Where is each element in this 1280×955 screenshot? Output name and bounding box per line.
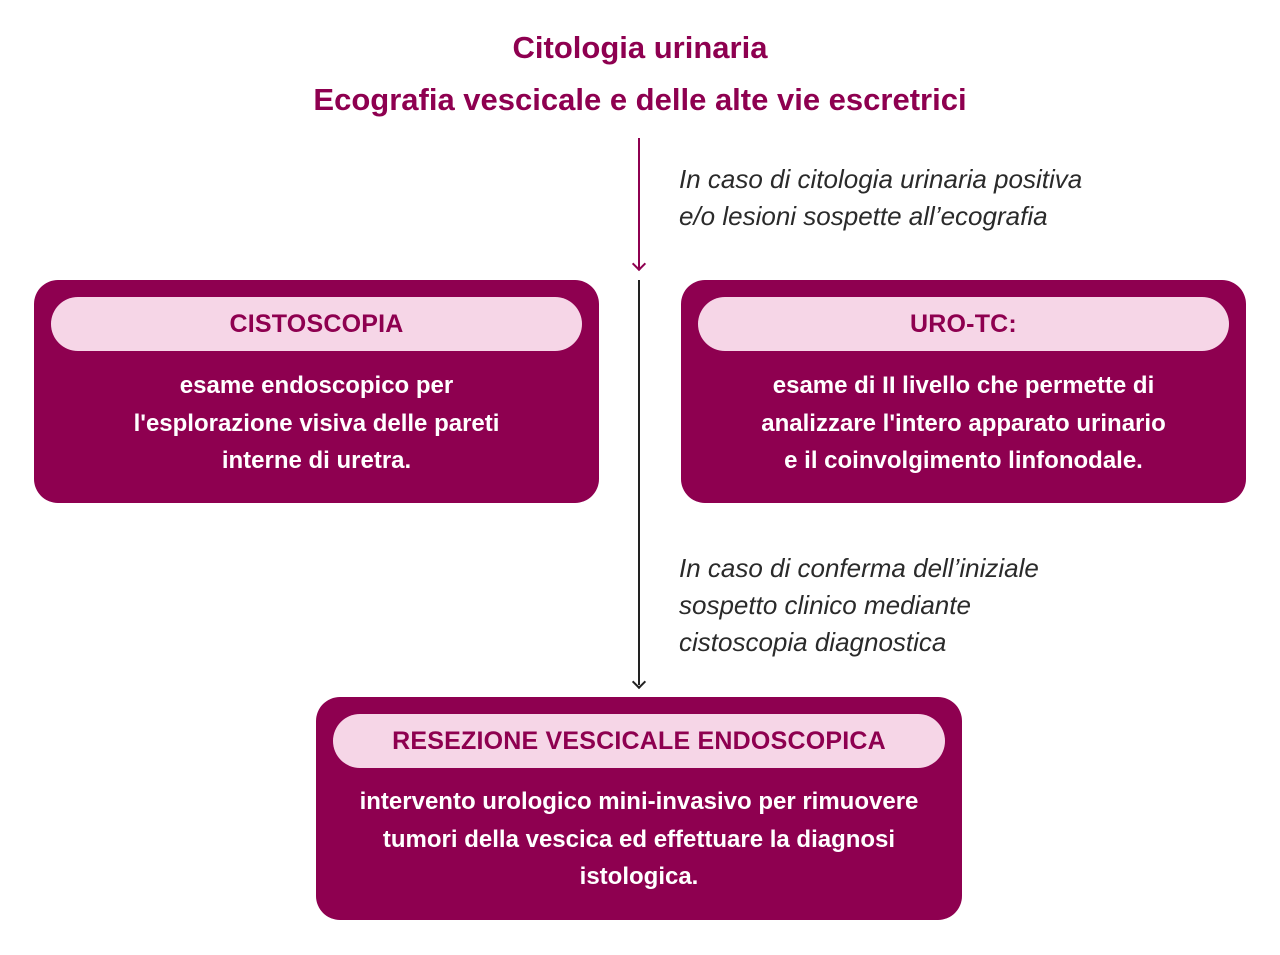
- card-cistoscopia: [34, 280, 599, 503]
- card-text-line: analizzare l'intero apparato urinario: [761, 409, 1166, 437]
- card-text-line: istologica.: [579, 863, 699, 890]
- card-resezione: [316, 697, 962, 920]
- condition-note-1-line: In caso di citologia urinaria positiva: [679, 164, 1083, 194]
- card-text-line: l'esplorazione visiva delle pareti: [133, 409, 500, 437]
- condition-note-2-line: cistoscopia diagnostica: [679, 627, 947, 657]
- card-text-line: esame endoscopico per: [179, 372, 454, 399]
- card-text-line: interne di uretra.: [221, 447, 412, 474]
- card-cistoscopia-description: [44, 367, 589, 480]
- diagram-title-line-2: Ecografia vescicale e delle alte vie escretrici: [313, 82, 967, 117]
- card-uro-tc: [681, 280, 1246, 503]
- card-resezione-description: [326, 783, 952, 896]
- condition-note-2-line: In caso di conferma dell’iniziale: [679, 553, 1039, 583]
- condition-note-2-line: sospetto clinico mediante: [679, 590, 971, 620]
- diagram-title-line-1: Citologia urinaria: [512, 30, 768, 65]
- card-uro-tc-title: URO-TC:: [698, 297, 1229, 351]
- card-text-line: e il coinvolgimento linfonodale.: [784, 447, 1143, 474]
- arrow-down-icon: [632, 675, 646, 689]
- connector-line-top: [638, 138, 640, 268]
- connector-line-bottom: [638, 280, 640, 685]
- card-resezione-title: RESEZIONE VESCICALE ENDOSCOPICA: [333, 714, 945, 768]
- card-cistoscopia-title: CISTOSCOPIA: [51, 297, 582, 351]
- condition-note-1: [679, 161, 1239, 235]
- card-text-line: intervento urologico mini-invasivo per rimuovere: [359, 788, 919, 815]
- card-text-line: esame di II livello che permette di: [772, 372, 1155, 399]
- card-text-line: tumori della vescica ed effettuare la diagnosi: [382, 825, 896, 853]
- arrow-down-icon: [632, 257, 646, 271]
- condition-note-2: [679, 550, 1239, 661]
- card-uro-tc-description: [691, 367, 1236, 480]
- condition-note-1-line: e/o lesioni sospette all’ecografia: [679, 201, 1048, 231]
